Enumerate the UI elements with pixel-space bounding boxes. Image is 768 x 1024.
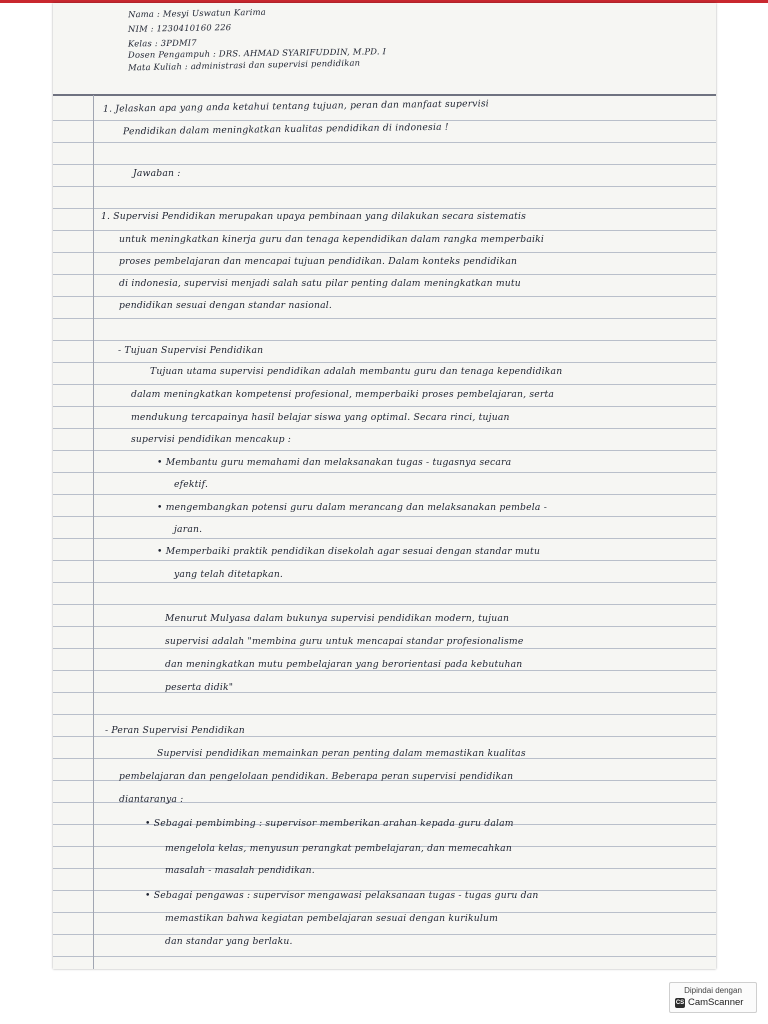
camscanner-watermark [669, 982, 757, 1013]
lecturer: Dosen Pengampuh : DRS. AHMAD SYARIFUDDIN, M.PD. I [127, 46, 387, 60]
answer-line: pendidikan sesuai dengan standar nasional. [119, 300, 333, 311]
question-line: 1. Jelaskan apa yang anda ketahui tentang tujuan, peran dan manfaat supervisi [102, 98, 489, 115]
peran-paragraph-line: diantaranya : [119, 794, 184, 805]
tujuan-paragraph-line: supervisi pendidikan mencakup : [131, 434, 292, 445]
peran-bullet-cont: dan standar yang berlaku. [165, 936, 293, 947]
course-name: Mata Kuliah : administrasi dan supervisi pendidikan [127, 57, 361, 73]
notebook-page [53, 3, 716, 969]
peran-bullet-cont: mengelola kelas, menyusun perangkat pembelajaran, dan memecahkan [165, 843, 512, 854]
tujuan-paragraph-line: mendukung tercapainya hasil belajar siswa yang optimal. Secara rinci, tujuan [131, 412, 510, 423]
answer-label: Jawaban : [133, 168, 181, 179]
quote-line: peserta didik" [165, 682, 234, 693]
quote-line: dan meningkatkan mutu pembelajaran yang berorientasi pada kebutuhan [165, 659, 523, 670]
margin-rule-line [93, 95, 94, 969]
quote-line: Menurut Mulyasa dalam bukunya supervisi pendidikan modern, tujuan [165, 613, 510, 624]
tujuan-bullet: • Memperbaiki praktik pendidikan disekolah agar sesuai dengan standar mutu [157, 546, 541, 557]
tujuan-paragraph-line: dalam meningkatkan kompetensi profesional, memperbaiki proses pembelajaran, serta [131, 389, 555, 400]
camscanner-logo-icon: CS [675, 1000, 685, 1006]
tujuan-bullet-cont: efektif. [174, 479, 209, 490]
question-line: Pendidikan dalam meningkatkan kualitas pendidikan di indonesia ! [122, 121, 449, 138]
quote-line: supervisi adalah "membina guru untuk mencapai standar profesionalisme [165, 636, 524, 647]
answer-line: di indonesia, supervisi menjadi salah satu pilar penting dalam meningkatkan mutu [119, 278, 521, 289]
peran-paragraph-line: pembelajaran dan pengelolaan pendidikan. Beberapa peran supervisi pendidikan [119, 771, 514, 782]
tujuan-bullet: • Membantu guru memahami dan melaksanakan tugas - tugasnya secara [157, 457, 512, 468]
scanner-caption: Dipindai dengan [684, 986, 742, 995]
student-class: Kelas : 3PDMI7 [127, 37, 197, 49]
answer-line: proses pembelajaran dan mencapai tujuan pendidikan. Dalam konteks pendidikan [119, 256, 518, 267]
section-heading-tujuan: - Tujuan Supervisi Pendidikan [118, 345, 264, 356]
answer-line: 1. Supervisi Pendidikan merupakan upaya pembinaan yang dilakukan secara sistematis [101, 211, 527, 222]
student-name: Nama : Mesyi Uswatun Karima [127, 6, 266, 20]
section-heading-peran: - Peran Supervisi Pendidikan [105, 725, 245, 736]
tujuan-bullet-cont: jaran. [174, 524, 203, 535]
peran-bullet-cont: memastikan bahwa kegiatan pembelajaran sesuai dengan kurikulum [165, 913, 499, 924]
peran-bullet-cont: masalah - masalah pendidikan. [165, 865, 315, 876]
header-rule-line [53, 94, 716, 96]
answer-line: untuk meningkatkan kinerja guru dan tenaga kependidikan dalam rangka memperbaiki [119, 234, 545, 245]
peran-bullet: • Sebagai pengawas : supervisor mengawasi pelaksanaan tugas - tugas guru dan [145, 890, 539, 901]
tujuan-paragraph-line: Tujuan utama supervisi pendidikan adalah membantu guru dan tenaga kependidikan [150, 366, 563, 377]
peran-bullet: • Sebagai pembimbing : supervisor memberikan arahan kepada guru dalam [145, 818, 514, 829]
peran-paragraph-line: Supervisi pendidikan memainkan peran penting dalam memastikan kualitas [157, 748, 526, 759]
tujuan-bullet: • mengembangkan potensi guru dalam merancang dan melaksanakan pembela - [157, 502, 548, 513]
student-nim: NIM : 1230410160 226 [127, 22, 232, 34]
tujuan-bullet-cont: yang telah ditetapkan. [174, 569, 284, 580]
scanner-brand: CamScanner [688, 997, 744, 1008]
